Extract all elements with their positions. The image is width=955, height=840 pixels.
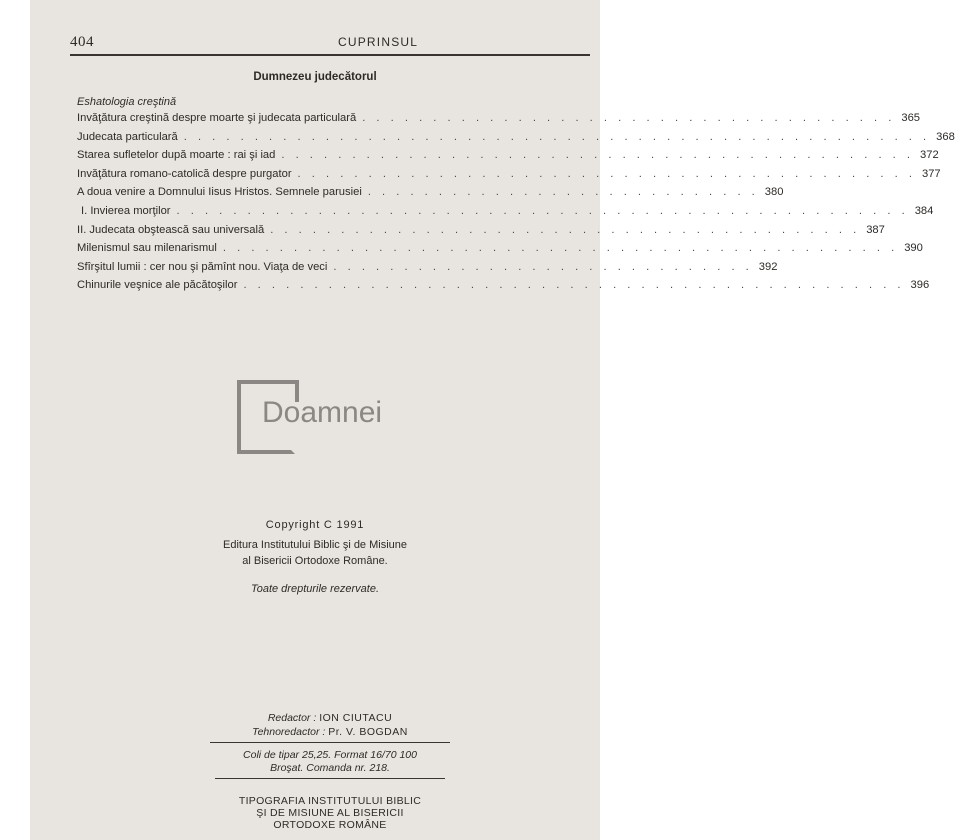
copyright-line: Copyright C 1991 (265, 519, 365, 531)
toc-row (77, 204, 934, 224)
tech-editor-credit (210, 726, 450, 743)
toc-entry-page: 387 (866, 223, 885, 236)
toc-row (77, 279, 930, 298)
printer-imprint (210, 795, 450, 831)
toc-row (77, 260, 778, 280)
running-title: CUPRINSUL (338, 35, 419, 49)
toc-entry-title: Starea sufletelor după moarte : rai şi iad (77, 149, 276, 162)
section-heading: Dumnezeu judecătorul (253, 71, 377, 83)
toc-entry-title: Invăţătura romano-catolică despre purgator (77, 167, 292, 180)
toc-entry-page: 372 (920, 149, 939, 162)
dot-leader: . . . . . . . . . . . . . . . . . . . . . . . . . . . . . . (333, 260, 753, 273)
dot-leader: . . . . . . . . . . . . . . . . . . . . . . . . . . . . . . . . . . . . . . (362, 112, 896, 124)
tech-editor-label: Tehnoredactor : (252, 726, 326, 738)
chapter-title: Eshatologia creştină (77, 96, 177, 108)
toc-entry-title: Sfîrşitul lumii : cer nou şi pămînt nou. Viaţa de veci (77, 260, 328, 273)
editor-label: Redactor : (267, 712, 317, 724)
printer-line-3: ORTODOXE ROMÂNE (273, 819, 387, 831)
page-number: 404 (70, 34, 94, 50)
toc-row (77, 149, 939, 168)
book-page (30, 0, 955, 840)
toc-entry-title: Chinurile veşnice ale păcătoşilor (77, 279, 238, 292)
watermark-logo (237, 380, 433, 458)
toc-entry-page: 390 (904, 242, 923, 255)
print-spec-line-2: Broşat. Comanda nr. 218. (215, 762, 445, 779)
dot-leader: . . . . . . . . . . . . . . . . . . . . . . . . . . . . . . . . . . . . . . . . . . . . . (281, 149, 915, 162)
toc-entry-title: I. Invierea morţilor (81, 204, 171, 217)
dot-leader: . . . . . . . . . . . . . . . . . . . . . . . . . . . . (367, 186, 759, 199)
publisher-line-2: al Bisericii Ortodoxe Române. (242, 555, 388, 567)
toc-row (77, 186, 784, 205)
toc-row (77, 223, 885, 243)
toc-row (77, 167, 941, 187)
page-header (70, 34, 590, 56)
toc-entry-title: Milenismul sau milenarismul (77, 242, 217, 255)
toc-entry-page: 377 (921, 167, 941, 180)
editor-name: ION CIUTACU (319, 712, 393, 724)
dot-leader: . . . . . . . . . . . . . . . . . . . . . . . . . . . . . . . . . . . . . . . . . . . . . . . (243, 279, 905, 292)
toc-entry-page: 392 (758, 260, 778, 273)
dot-leader: . . . . . . . . . . . . . . . . . . . . . . . . . . . . . . . . . . . . . . . . . . (270, 223, 861, 236)
watermark-text: Doamnei (262, 396, 383, 429)
toc-entry-page: 384 (914, 204, 934, 217)
toc-entry-page: 380 (764, 186, 784, 199)
printer-line-1: TIPOGRAFIA INSTITUTULUI BIBLIC (238, 795, 422, 807)
print-spec-line-1: Coli de tipar 25,25. Format 16/70 100 (243, 749, 417, 761)
toc-entry-title: A doua venire a Domnului Iisus Hristos. Semnele parusiei (77, 186, 362, 199)
dot-leader: . . . . . . . . . . . . . . . . . . . . . . . . . . . . . . . . . . . . . . . . . . . . . . . . . . . . (176, 204, 909, 217)
toc-entry-page: 365 (901, 112, 921, 124)
toc-entry-title: Judecata particulară (77, 130, 178, 143)
dot-leader: . . . . . . . . . . . . . . . . . . . . . . . . . . . . . . . . . . . . . . . . . . . . . . . . (222, 242, 899, 255)
tech-editor-name: Pr. V. BOGDAN (328, 726, 408, 738)
toc-entry-title: Invăţătura creştină despre moarte şi judecata particulară (77, 112, 357, 124)
table-of-contents (77, 112, 955, 298)
printer-line-2: ŞI DE MISIUNE AL BISERICII (256, 807, 404, 819)
dot-leader: . . . . . . . . . . . . . . . . . . . . . . . . . . . . . . . . . . . . . . . . . . . . (297, 167, 916, 180)
toc-entry-title: II. Judecata obştească sau universală (77, 223, 265, 236)
rights-notice: Toate drepturile rezervate. (251, 583, 379, 595)
toc-row (77, 112, 921, 131)
editor-credit (210, 712, 450, 724)
dot-leader: . . . . . . . . . . . . . . . . . . . . . . . . . . . . . . . . . . . . . . . . . . . . . . . . . . . . . (183, 130, 931, 143)
toc-entry-page: 368 (936, 130, 955, 143)
publisher-line-1: Editura Institutului Biblic şi de Misiune (222, 539, 408, 551)
toc-row (77, 242, 923, 261)
toc-row (77, 130, 955, 150)
toc-entry-page: 396 (910, 279, 930, 292)
